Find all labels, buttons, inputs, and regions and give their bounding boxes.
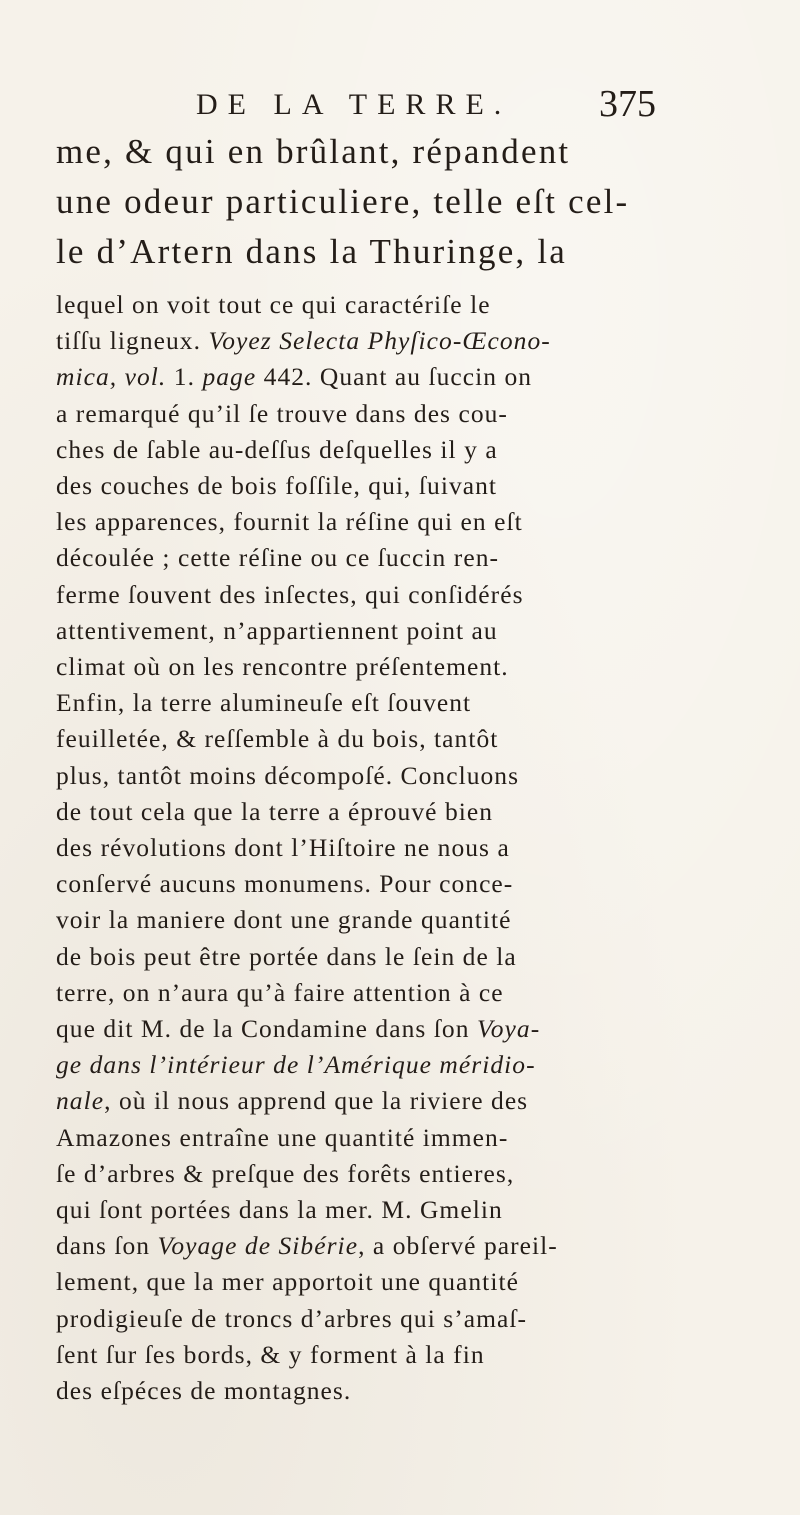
text-segment: tiſſu ligneux. <box>56 326 209 356</box>
text-segment: des révolutions dont l’Hiſtoire ne nous a <box>56 833 510 862</box>
text-line <box>56 1050 536 1080</box>
text-segment: ſe d’arbres & preſque des forêts entieres, <box>56 1158 515 1188</box>
text-segment: me, & qui en brûlant, répandent <box>56 132 571 171</box>
italic-text: Voyage de Sibérie <box>157 1231 359 1261</box>
page-number: 375 <box>599 83 656 125</box>
text-line <box>56 833 510 863</box>
text-line <box>56 290 491 320</box>
text-segment: le d’Artern dans la Thuringe, la <box>56 232 567 271</box>
text-segment: dans ſon <box>56 1231 158 1261</box>
text-line <box>56 232 567 272</box>
text-line <box>56 869 513 899</box>
text-line <box>56 761 519 791</box>
text-segment: feuilletée, & reſſemble à du bois, tantôt <box>56 724 499 754</box>
italic-text: page <box>202 362 257 392</box>
text-line <box>56 132 570 172</box>
text-line <box>56 1267 519 1297</box>
text-line <box>56 1376 351 1406</box>
italic-text: ge dans l’intérieur de l’Amérique méridio- <box>56 1050 536 1080</box>
text-segment: Enfin, la terre alumineuſe eſt ſouvent <box>56 688 472 718</box>
text-line <box>56 1123 508 1153</box>
running-title: DE LA TERRE. <box>196 88 512 121</box>
text-segment: plus, tantôt moins décompoſé. Concluons <box>56 760 520 790</box>
text-segment: lequel on voit tout ce qui caractériſe le <box>56 290 491 319</box>
text-line <box>56 616 498 646</box>
text-segment: voir la maniere dont une grande quantité <box>56 905 512 935</box>
text-line <box>56 182 629 222</box>
text-line <box>56 399 508 429</box>
text-line <box>56 1014 540 1044</box>
text-line <box>56 1304 527 1334</box>
text-segment: conſervé aucuns monumens. Pour conce- <box>56 869 514 899</box>
text-segment: a remarqué qu’il ſe trouve dans des cou- <box>56 398 508 428</box>
text-segment: des couches de bois foſſile, qui, ſuivant <box>56 471 498 500</box>
text-segment: ches de ſable au-deſſus deſquelles il y a <box>56 434 498 464</box>
text-line <box>56 797 493 827</box>
text-segment: des eſpéces de montagnes. <box>56 1376 352 1405</box>
italic-text: Voya- <box>476 1014 541 1043</box>
text-line <box>56 580 524 610</box>
text-line <box>56 905 512 935</box>
text-segment: 442. Quant au ſuccin on <box>256 362 533 392</box>
text-line <box>56 507 523 537</box>
text-line <box>56 543 499 573</box>
text-line <box>56 978 504 1008</box>
text-segment: de bois peut être portée dans le ſein de la <box>56 941 517 971</box>
text-line <box>56 724 498 754</box>
text-segment: découlée ; cette réſine ou ce ſuccin ren- <box>56 543 500 573</box>
text-line <box>56 652 509 682</box>
text-segment: de tout cela que la terre a éprouvé bien <box>56 796 494 826</box>
text-line <box>56 1195 503 1225</box>
text-segment: ſent ſur ſes bords, & y forment à la fin <box>56 1339 485 1369</box>
text-line <box>56 435 498 465</box>
text-segment: lement, que la mer apportoit une quantité <box>56 1267 519 1297</box>
text-segment: climat où on les rencontre préſentement. <box>56 652 509 681</box>
text-segment: que dit M. de la Condamine dans ſon <box>56 1014 477 1043</box>
text-segment: 1. <box>166 362 203 392</box>
text-segment: une odeur particuliere, telle eſt cel- <box>56 182 630 221</box>
text-line <box>56 942 517 972</box>
italic-text: mica, vol. <box>56 362 167 392</box>
text-segment: prodigieuſe de troncs d’arbres qui s’amaſ- <box>56 1303 528 1333</box>
text-segment: les apparences, fournit la réſine qui en eſt <box>56 507 523 537</box>
text-line <box>56 1159 514 1189</box>
text-segment: ferme ſouvent des inſectes, qui conſidérés <box>56 579 524 609</box>
italic-text: Voyez Selecta Phyſico-Œcono- <box>208 326 551 356</box>
text-line <box>56 1340 485 1370</box>
text-segment: Amazones entraîne une quantité immen- <box>56 1122 509 1152</box>
text-line <box>56 1086 528 1116</box>
text-segment: terre, on n’aura qu’à faire attention à ce <box>56 977 504 1007</box>
text-line <box>56 326 551 356</box>
text-segment: qui ſont portées dans la mer. M. Gmelin <box>56 1195 503 1224</box>
text-segment: , a obſervé pareil- <box>358 1231 558 1261</box>
text-line <box>56 362 532 392</box>
text-line <box>56 1231 558 1261</box>
italic-text: nale <box>56 1086 105 1116</box>
text-segment: attentivement, n’appartiennent point au <box>56 615 498 645</box>
text-line <box>56 688 471 718</box>
text-segment: , où il nous apprend que la riviere des <box>104 1086 529 1116</box>
text-line <box>56 471 497 501</box>
